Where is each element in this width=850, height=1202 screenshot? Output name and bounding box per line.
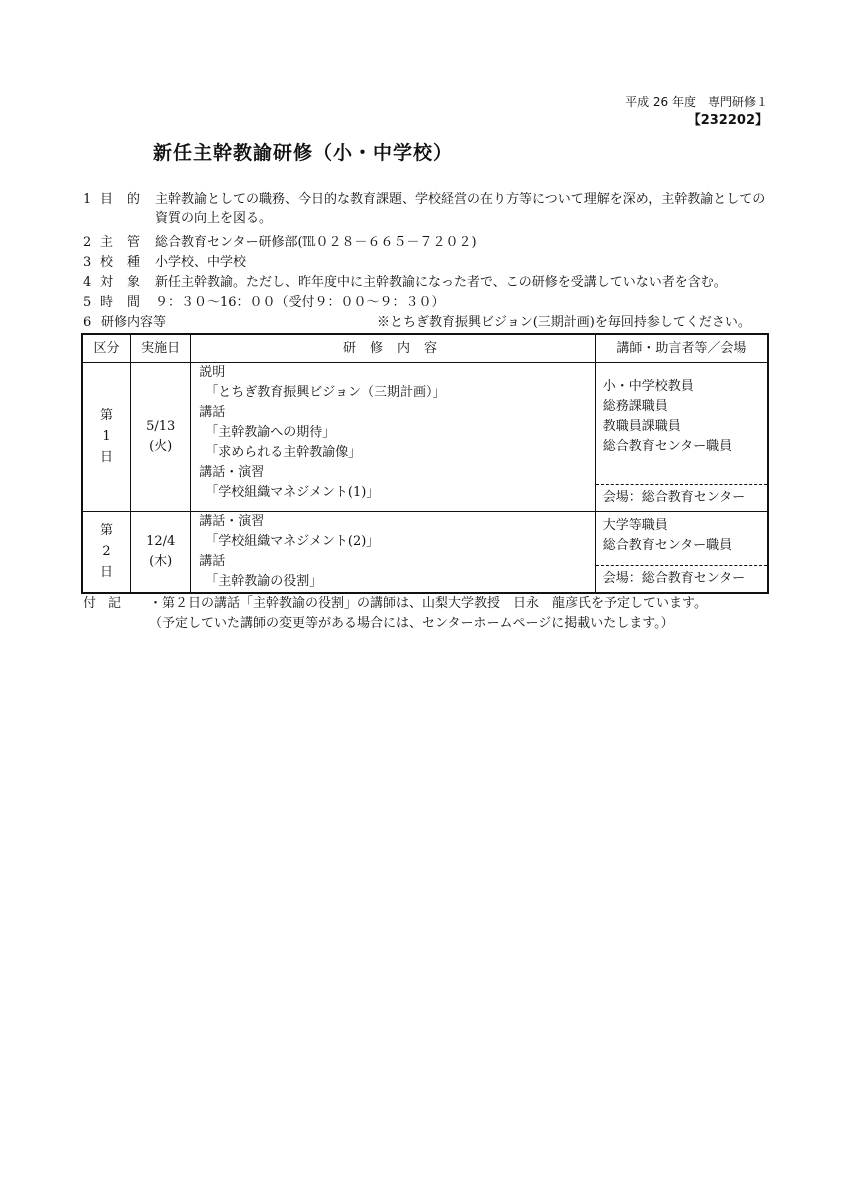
content-line: 「主幹教諭の役割」 xyxy=(205,574,323,589)
lecturer-cell xyxy=(595,363,768,512)
lecturer-item: 教職員課職員 xyxy=(602,419,681,434)
header-lecturer: 講師・助言者等／会場 xyxy=(595,334,768,363)
content-line: 「主幹教諭への期待」 xyxy=(205,425,336,440)
content-cell xyxy=(191,512,595,594)
item-label: 時間 xyxy=(100,295,155,310)
lecturer-item: 総合教育センター職員 xyxy=(602,538,733,553)
venue-label: 会場：総合教育センター xyxy=(596,565,767,592)
lecturer-item: 大学等職員 xyxy=(602,518,668,533)
footnote-label: 付記 xyxy=(83,596,134,611)
day-char: 日 xyxy=(100,565,114,580)
item-number: 5 xyxy=(83,295,92,310)
item-label: 目的 xyxy=(100,192,155,207)
day-char: 日 xyxy=(100,450,114,465)
day-char: 1 xyxy=(102,429,111,444)
table-header-row xyxy=(82,334,768,363)
day-char: 第 xyxy=(100,523,114,538)
item-number: 2 xyxy=(83,235,92,250)
item-number: 3 xyxy=(83,255,92,270)
item-note: ※とちぎ教育振興ビジョン(三期計画)を毎回持参してください。 xyxy=(377,315,751,330)
lecturer-cell xyxy=(595,512,768,594)
content-line: 説明 xyxy=(199,365,226,380)
content-line: 講話・演習 xyxy=(199,465,265,480)
header-date: 実施日 xyxy=(131,334,191,363)
item-text: 小学校、中学校 xyxy=(155,255,247,270)
item-text: 主幹教諭としての職務、今日的な教育課題、学校経営の在り方等について理解を深め，主幹教諭としての資質の向上を図る。 xyxy=(155,192,766,226)
item-number: 1 xyxy=(83,192,92,207)
page-title: 新任主幹教諭研修（小・中学校） xyxy=(153,142,454,164)
weekday-value: (火) xyxy=(149,439,173,454)
header-content: 研修内容 xyxy=(191,334,595,363)
lecturer-item: 小・中学校教員 xyxy=(602,379,694,394)
date-value: 5/13 xyxy=(146,419,176,434)
item-label: 研修内容等 xyxy=(101,315,167,330)
footnote-line-1: ・第２日の講話「主幹教諭の役割」の講師は、山梨大学教授 日永 龍彦氏を予定しています。 xyxy=(149,596,707,611)
venue-label: 会場：総合教育センター xyxy=(596,484,767,511)
day-cell xyxy=(82,363,131,512)
fiscal-year-label: 平成 26 年度 専門研修１ xyxy=(625,95,768,109)
schedule-table xyxy=(81,333,769,594)
item-label: 主管 xyxy=(100,235,155,250)
header-kubun: 区分 xyxy=(82,334,131,363)
content-line: 「とちぎ教育振興ビジョン（三期計画）」 xyxy=(205,385,446,400)
content-line: 「学校組織マネジメント(1)」 xyxy=(205,485,380,500)
item-text: 総合教育センター研修部(℡０２８－６６５－７２０２) xyxy=(155,235,477,250)
course-code: 【232202】 xyxy=(687,113,768,128)
footnote-line-2: （予定していた講師の変更等がある場合には、センターホームページに掲載いたします。） xyxy=(149,616,674,631)
day-char: 2 xyxy=(102,544,111,559)
day-cell xyxy=(82,512,131,594)
date-value: 12/4 xyxy=(146,534,176,549)
content-line: 「学校組織マネジメント(2)」 xyxy=(205,534,380,549)
date-cell xyxy=(131,512,191,594)
day-char: 第 xyxy=(100,408,114,423)
content-line: 講話 xyxy=(199,405,226,420)
content-line: 講話 xyxy=(199,554,226,569)
table-row xyxy=(82,363,768,512)
date-cell xyxy=(131,363,191,512)
content-line: 「求められる主幹教諭像」 xyxy=(205,445,362,460)
item-text: 新任主幹教諭。ただし、昨年度中に主幹教諭になった者で、この研修を受講していない者を含む。 xyxy=(155,275,727,290)
item-text: ９：３０～16：００（受付９：００～９：３０） xyxy=(155,295,445,310)
content-line: 講話・演習 xyxy=(199,514,265,529)
content-cell xyxy=(191,363,595,512)
weekday-value: (木) xyxy=(149,554,173,569)
lecturer-item: 総合教育センター職員 xyxy=(602,439,733,454)
item-number: 6 xyxy=(83,315,92,330)
table-row xyxy=(82,512,768,594)
item-label: 校種 xyxy=(100,255,155,270)
lecturer-item: 総務課職員 xyxy=(602,399,668,414)
item-number: 4 xyxy=(83,275,92,290)
item-label: 対象 xyxy=(100,275,155,290)
